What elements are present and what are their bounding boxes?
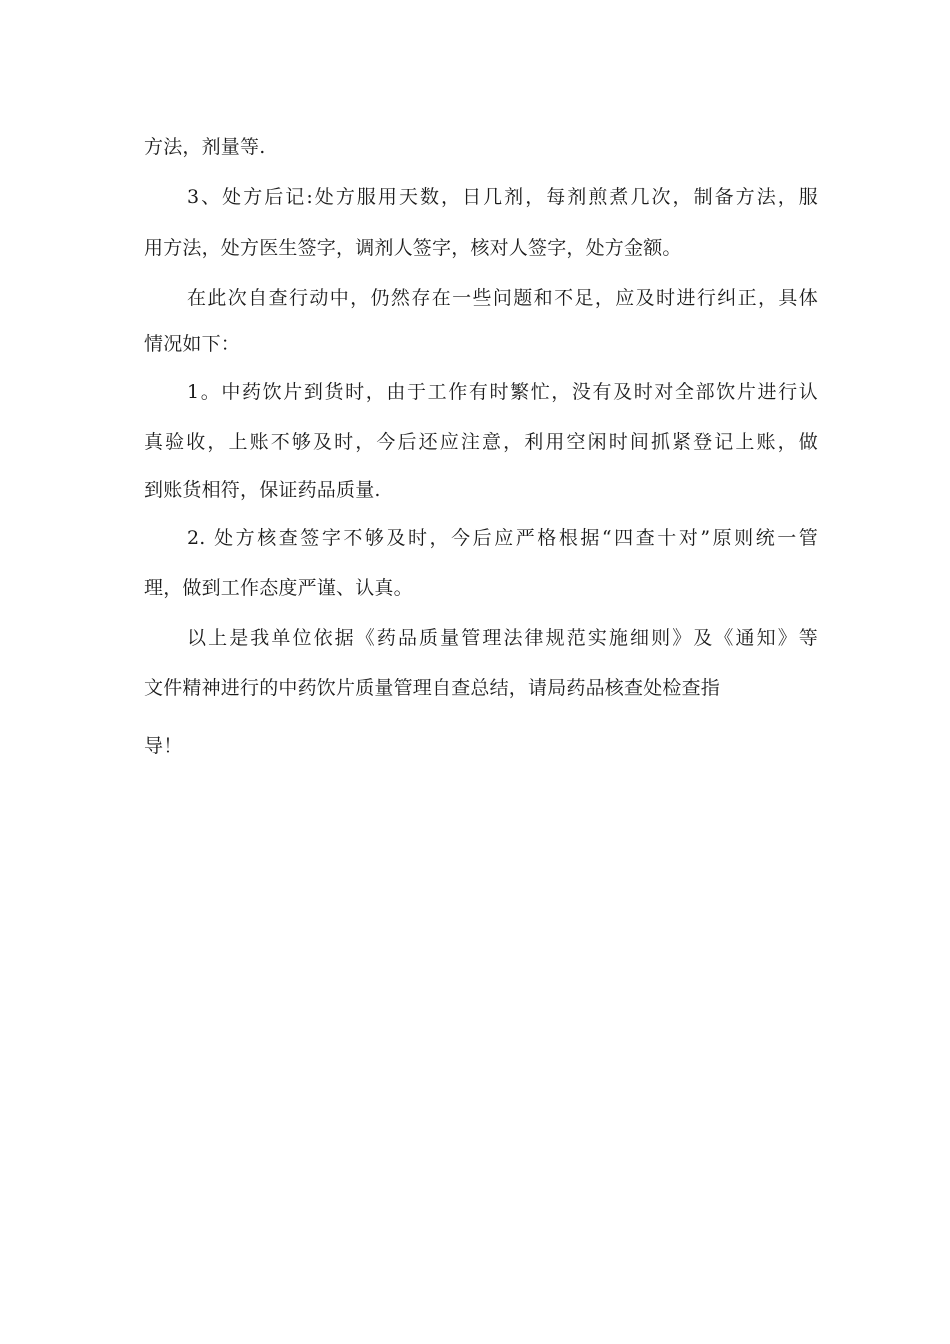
text-line-13: 导！ xyxy=(144,735,183,757)
text-line-10: 理，做到工作态度严谨、认真。 xyxy=(144,577,413,599)
text-line-3: 用方法，处方医生签字，调剂人签字，核对人签字，处方金额。 xyxy=(144,237,682,259)
text-line-4: 在此次自查行动中，仍然存在一些问题和不足，应及时进行纠正，具体 xyxy=(187,287,818,309)
text-line-12: 文件精神进行的中药饮片质量管理自查总结，请局药品核查处检查指 xyxy=(144,677,721,699)
text-line-9: 2. 处方核查签字不够及时，今后应严格根据“四查十对”原则统一管 xyxy=(187,527,818,549)
text-line-5: 情况如下： xyxy=(144,333,241,355)
text-line-7: 真验收，上账不够及时，今后还应注意，利用空闲时间抓紧登记上账，做 xyxy=(144,431,818,453)
text-line-1: 方法，剂量等. xyxy=(144,136,266,158)
text-line-11: 以上是我单位依据《药品质量管理法律规范实施细则》及《通知》等 xyxy=(187,627,818,649)
text-line-2: 3、处方后记:处方服用天数，日几剂，每剂煎煮几次，制备方法，服 xyxy=(187,186,818,208)
text-line-8: 到账货相符，保证药品质量. xyxy=(144,479,381,501)
text-line-6: 1。中药饮片到货时，由于工作有时繁忙，没有及时对全部饮片进行认 xyxy=(187,381,818,403)
